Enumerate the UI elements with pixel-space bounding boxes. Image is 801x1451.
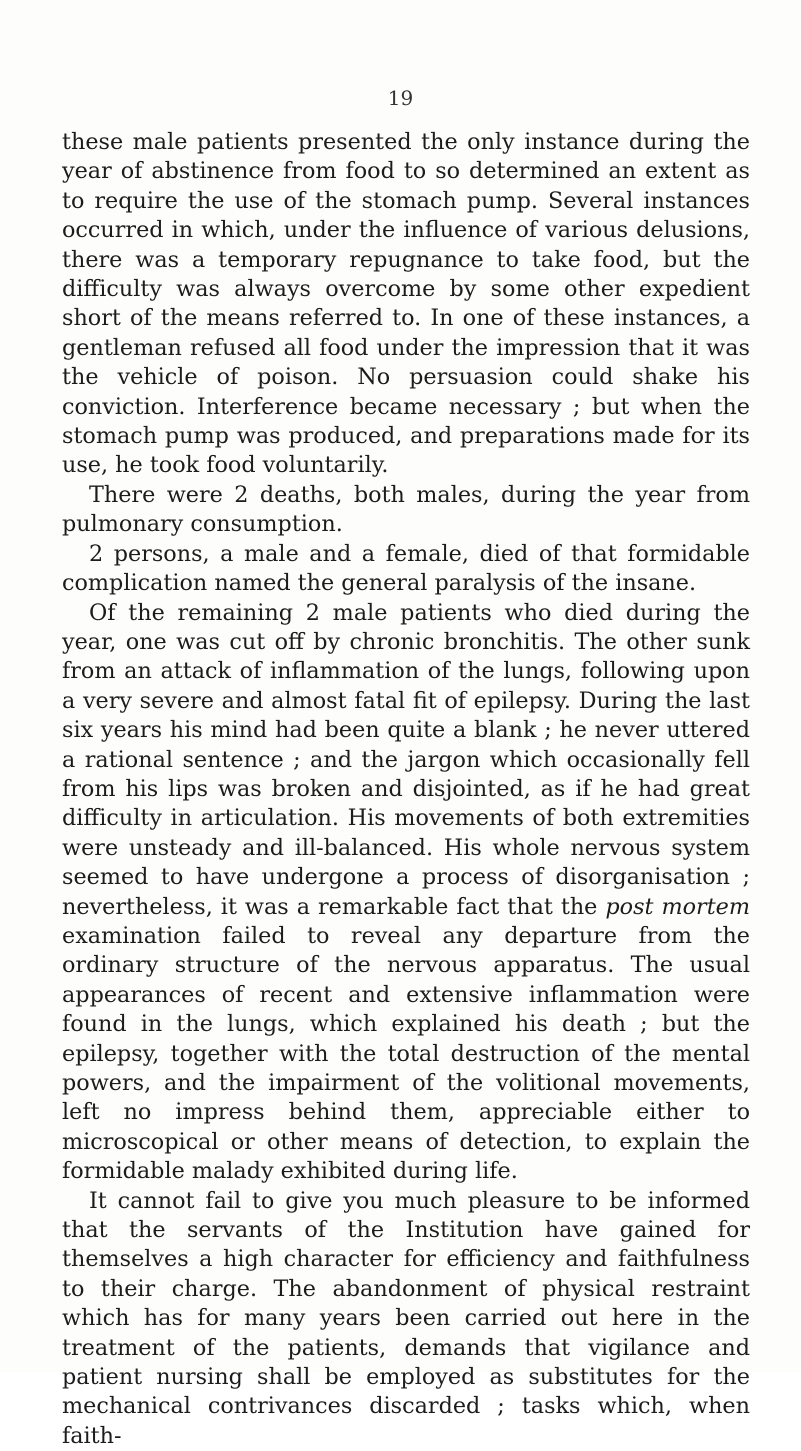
paragraph-general-paralysis: 2 persons, a male and a female, died of that formidable complication named the general paralysis of the insane. [62,540,750,597]
post-mortem-italic: post mortem [605,893,750,920]
paragraph-consumption-deaths: There were 2 deaths, both males, during the year from pulmonary consumption. [62,481,750,538]
page-number: 19 [387,86,414,110]
body-text [62,128,750,1451]
epilepsy-text-before: Of the remaining 2 male patients who died during the year, one was cut off by chronic bronchitis. The other sunk from an attack of inflammation of the lungs, following upon a very severe and almost fatal fit of epilepsy. During the last six years his mind had been quite a blank ; he never uttered a rational sentence ; and the jargon which occasionally fell from his lips was broken and disjointed, as if he had great difficulty in articulation. His movements of both extremities were unsteady and ill-balanced. His whole nervous system seemed to have undergone a process of disorganisation ; nevertheless, it was a remarkable fact that the [62,599,750,920]
epilepsy-text-after: examination failed to reveal any departure from the ordinary structure of the nervous apparatus. The usual appearances of recent and extensive inflammation were found in the lungs, which explained his death ; but the epilepsy, together with the total destruction of the mental powers, and the impairment of the volitional movements, left no impress behind them, appreciable either to microscopical or other means of detection, to explain the formidable malady exhibited during life. [62,922,750,1185]
paragraph-epilepsy-case [62,599,750,1187]
paragraph-stomach-pump: these male patients presented the only instance during the year of abstinence from food to so determined an extent as to require the use of the stomach pump. Several instances occurred in which, under the influence of various delusions, there was a temporary repugnance to take food, but the difficulty was always overcome by some other expedient short of the means referred to. In one of these instances, a gentleman refused all food under the impression that it was the vehicle of poison. No persuasion could shake his conviction. Interference became necessary ; but when the stomach pump was produced, and preparations made for its use, he took food voluntarily. [62,129,750,479]
paragraph-servants: It cannot fail to give you much pleasure to be informed that the servants of the Institution have gained for themselves a high character for efficiency and faithfulness to their charge. The abandonment of physical restraint which has for many years been carried out here in the treatment of the patients, demands that vigilance and patient nursing shall be employed as substitutes for the mechanical contrivances discarded ; tasks which, when faith- [62,1187,750,1449]
